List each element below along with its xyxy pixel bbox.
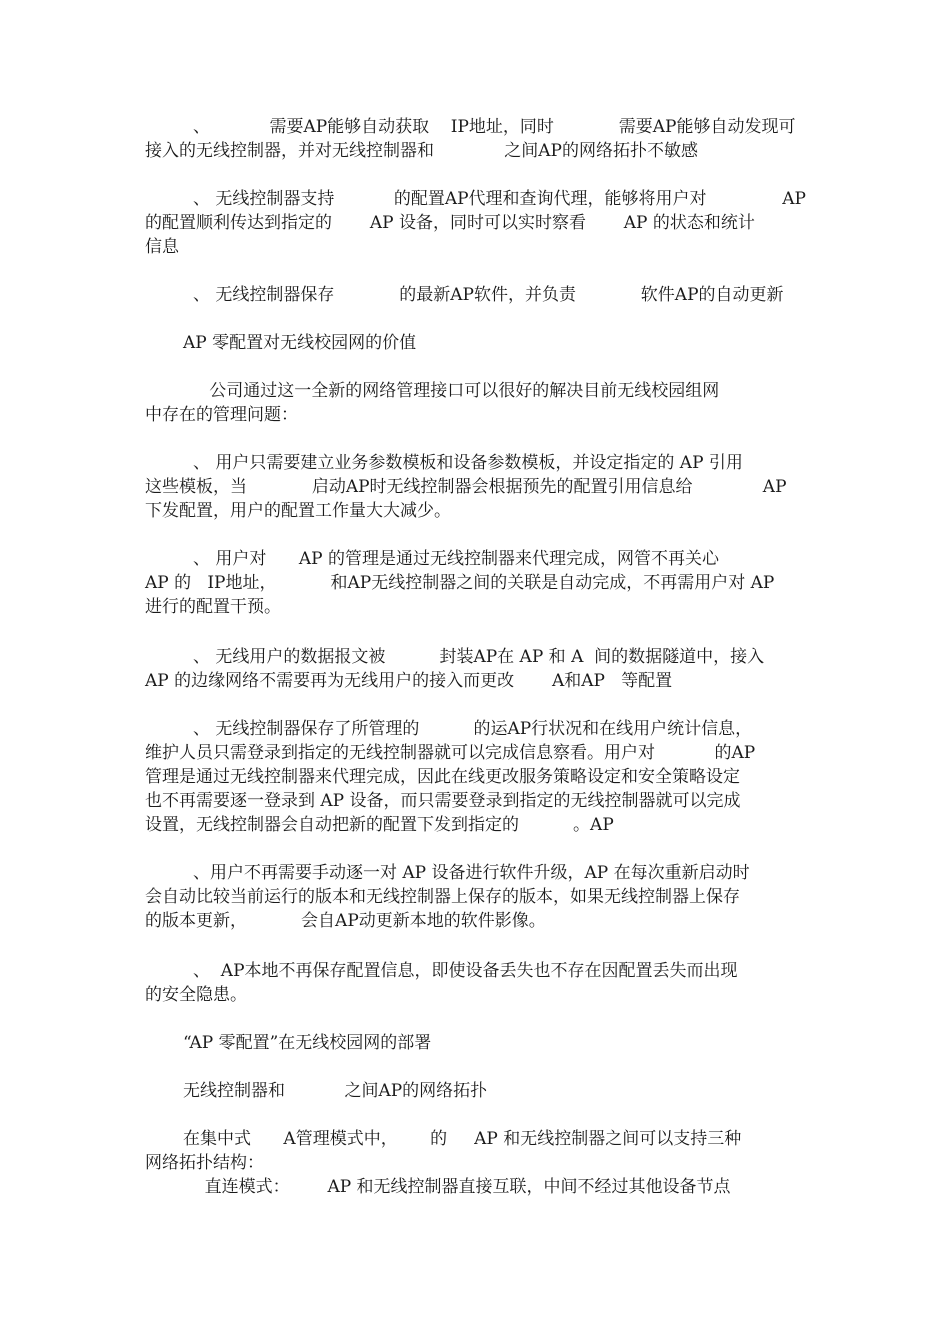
text-line: 在集中式 A管理模式中， 的 AP 和无线控制器之间可以支持三种 <box>183 1129 742 1149</box>
subsection-heading: 无线控制器和 之间AP的网络拓扑 <box>183 1081 488 1101</box>
text-line: 、 需要AP能够自动获取 IP地址，同时 需要AP能够自动发现可 <box>193 117 796 137</box>
text-line: 中存在的管理问题： <box>145 405 298 425</box>
text-line: 的配置顺利传达到指定的 AP 设备，同时可以实时察看 AP 的状态和统计 <box>145 213 755 233</box>
text-line: 直连模式： AP 和无线控制器直接互联，中间不经过其他设备节点 <box>183 1177 731 1197</box>
text-line: 会自动比较当前运行的版本和无线控制器上保存的版本，如果无线控制器上保存 <box>145 887 740 907</box>
text-line: 、 无线控制器保存了所管理的 的运AP行状况和在线用户统计信息， <box>193 719 753 739</box>
text-line: 、 AP本地不再保存配置信息，即使设备丢失也不存在因配置丢失而出现 <box>193 961 738 981</box>
text-line: AP 的 IP地址， 和AP无线控制器之间的关联是自动完成，不再需用户对 AP <box>145 573 775 593</box>
text-line: 信息 <box>145 237 179 257</box>
text-line: 维护人员只需登录到指定的无线控制器就可以完成信息察看。用户对 的AP <box>145 743 756 763</box>
text-line: 的安全隐患。 <box>145 985 247 1005</box>
text-line: 网络拓扑结构： <box>145 1153 264 1173</box>
text-line: AP 的边缘网络不需要再为无线用户的接入而更改 A和AP 等配置 <box>145 671 673 691</box>
text-line: 、用户不再需要手动逐一对 AP 设备进行软件升级，AP 在每次重新启动时 <box>193 863 750 883</box>
text-line: 下发配置，用户的配置工作量大大减少。 <box>145 501 451 521</box>
text-line: 设置，无线控制器会自动把新的配置下发到指定的 。AP <box>145 815 614 835</box>
text-line: 的版本更新， 会自AP动更新本地的软件影像。 <box>145 911 546 931</box>
text-line: 进行的配置干预。 <box>145 597 281 617</box>
text-line: 、 无线控制器保存 的最新AP软件，并负责 软件AP的自动更新 <box>193 285 784 305</box>
text-line: 也不再需要逐一登录到 AP 设备，而只需要登录到指定的无线控制器就可以完成 <box>145 791 741 811</box>
text-line: 接入的无线控制器，并对无线控制器和 之间AP的网络拓扑不敏感 <box>145 141 698 161</box>
text-line: 、 用户对 AP 的管理是通过无线控制器来代理完成，网管不再关心 <box>193 549 719 569</box>
text-line: 公司通过这一全新的网络管理接口可以很好的解决目前无线校园组网 <box>193 381 720 401</box>
text-line: 这些模板，当 启动AP时无线控制器会根据预先的配置引用信息给 AP <box>145 477 787 497</box>
text-line: 、 无线用户的数据报文被 封装AP在 AP 和 A 间的数据隧道中，接入 <box>193 647 765 667</box>
text-line: 、 用户只需要建立业务参数模板和设备参数模板，并设定指定的 AP 引用 <box>193 453 743 473</box>
text-line: 管理是通过无线控制器来代理完成，因此在线更改服务策略设定和安全策略设定 <box>145 767 740 787</box>
section-heading: “AP 零配置”在无线校园网的部署 <box>183 1033 432 1053</box>
text-line: 、 无线控制器支持 的配置AP代理和查询代理，能够将用户对 AP <box>193 189 806 209</box>
section-heading: AP 零配置对无线校园网的价值 <box>183 333 417 353</box>
